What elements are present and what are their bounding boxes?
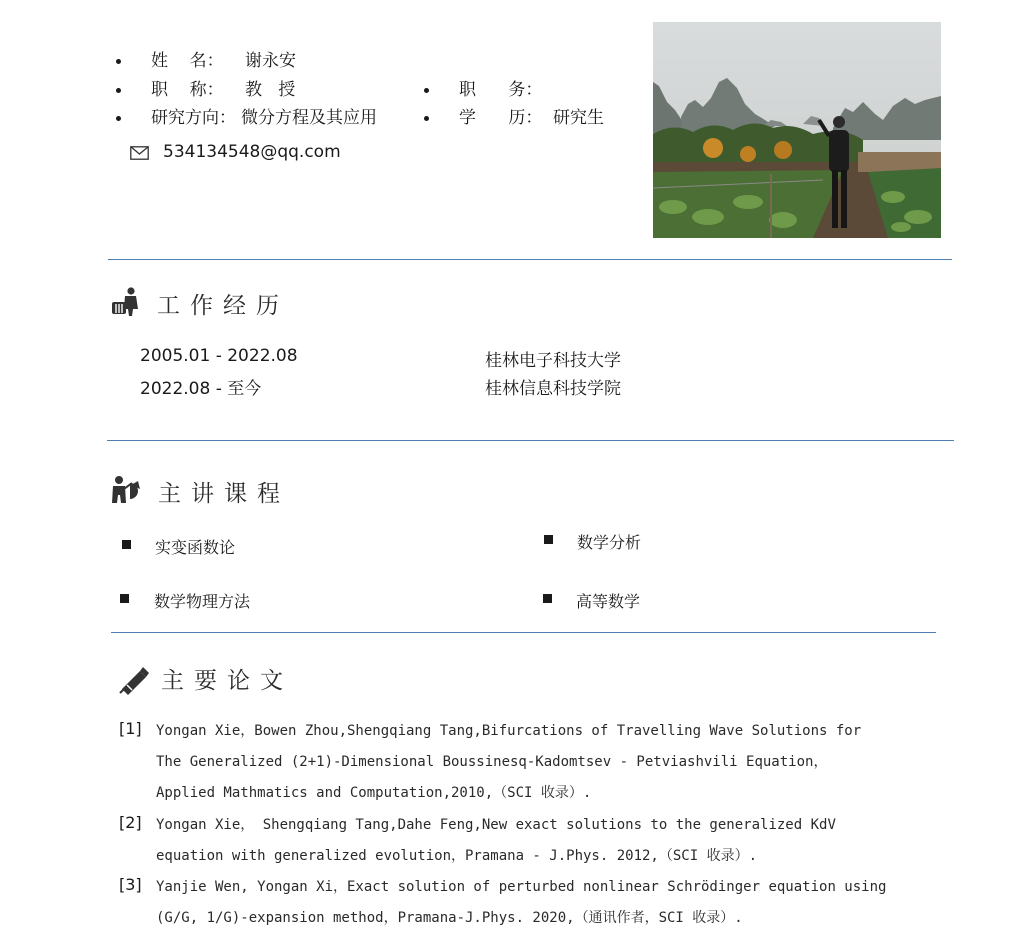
section-title-papers: 主要论文: [161, 668, 293, 694]
section-title-courses: 主讲课程: [158, 481, 290, 507]
worker-icon: [111, 287, 143, 317]
title-value: 教 授: [245, 80, 296, 100]
paper-line: Yongan Xie， Shengqiang Tang,Dahe Feng,New exact solutions to the generalized KdV: [156, 817, 836, 833]
bullet: [116, 116, 121, 121]
square-bullet: [122, 540, 131, 549]
course-item: 实变函数论: [155, 538, 236, 557]
paper-line: Yongan Xie，Bowen Zhou,Shengqiang Tang,Bifurcations of Travelling Wave Solutions for: [156, 723, 862, 739]
square-bullet: [120, 594, 129, 603]
paper-number: [3]: [119, 875, 142, 894]
title-label: 职 称：: [151, 80, 224, 100]
work-period: 2022.08 - 至今: [140, 379, 262, 399]
paper-line: equation with generalized evolution，Pramana - J.Phys. 2012,（SCI 收录）.: [156, 848, 758, 864]
education-value: 研究生: [553, 108, 604, 128]
work-org: 桂林信息科技学院: [485, 379, 621, 399]
divider: [111, 632, 936, 633]
education-label: 学 历：: [459, 108, 543, 128]
bullet: [116, 59, 121, 64]
envelope-icon: [130, 146, 149, 160]
divider: [107, 440, 954, 441]
paper-number: [1]: [119, 719, 142, 738]
paper-line: Yanjie Wen, Yongan Xi，Exact solution of perturbed nonlinear Schrödinger equation using: [156, 879, 887, 895]
email-link[interactable]: 534134548@qq.com: [163, 142, 341, 162]
lecturer-icon: [110, 475, 142, 505]
bullet: [424, 116, 429, 121]
portrait-photo: [653, 22, 941, 238]
paper-line: (G/G, 1/G)-expansion method，Pramana-J.Phys. 2020,（通讯作者，SCI 收录）.: [156, 910, 743, 926]
section-title-work: 工作经历: [157, 293, 289, 319]
position-label: 职 务：: [459, 80, 543, 100]
pen-icon: [118, 665, 150, 695]
name-label: 姓 名：: [151, 51, 224, 71]
paper-number: [2]: [119, 813, 142, 832]
course-item: 数学物理方法: [154, 592, 251, 611]
research-label: 研究方向：: [151, 108, 236, 128]
work-org: 桂林电子科技大学: [485, 351, 621, 371]
square-bullet: [543, 594, 552, 603]
research-value: 微分方程及其应用: [241, 108, 377, 128]
divider: [108, 259, 952, 260]
paper-line: Applied Mathmatics and Computation,2010,（SCI 收录）.: [156, 785, 592, 801]
course-item: 数学分析: [577, 533, 642, 552]
square-bullet: [544, 535, 553, 544]
bullet: [424, 88, 429, 93]
bullet: [116, 88, 121, 93]
work-period: 2005.01 - 2022.08: [140, 346, 298, 366]
paper-line: The Generalized (2+1)-Dimensional Boussinesq-Kadomtsev - Petviashvili Equation，: [156, 754, 828, 770]
name-value: 谢永安: [245, 51, 296, 71]
course-item: 高等数学: [576, 592, 641, 611]
